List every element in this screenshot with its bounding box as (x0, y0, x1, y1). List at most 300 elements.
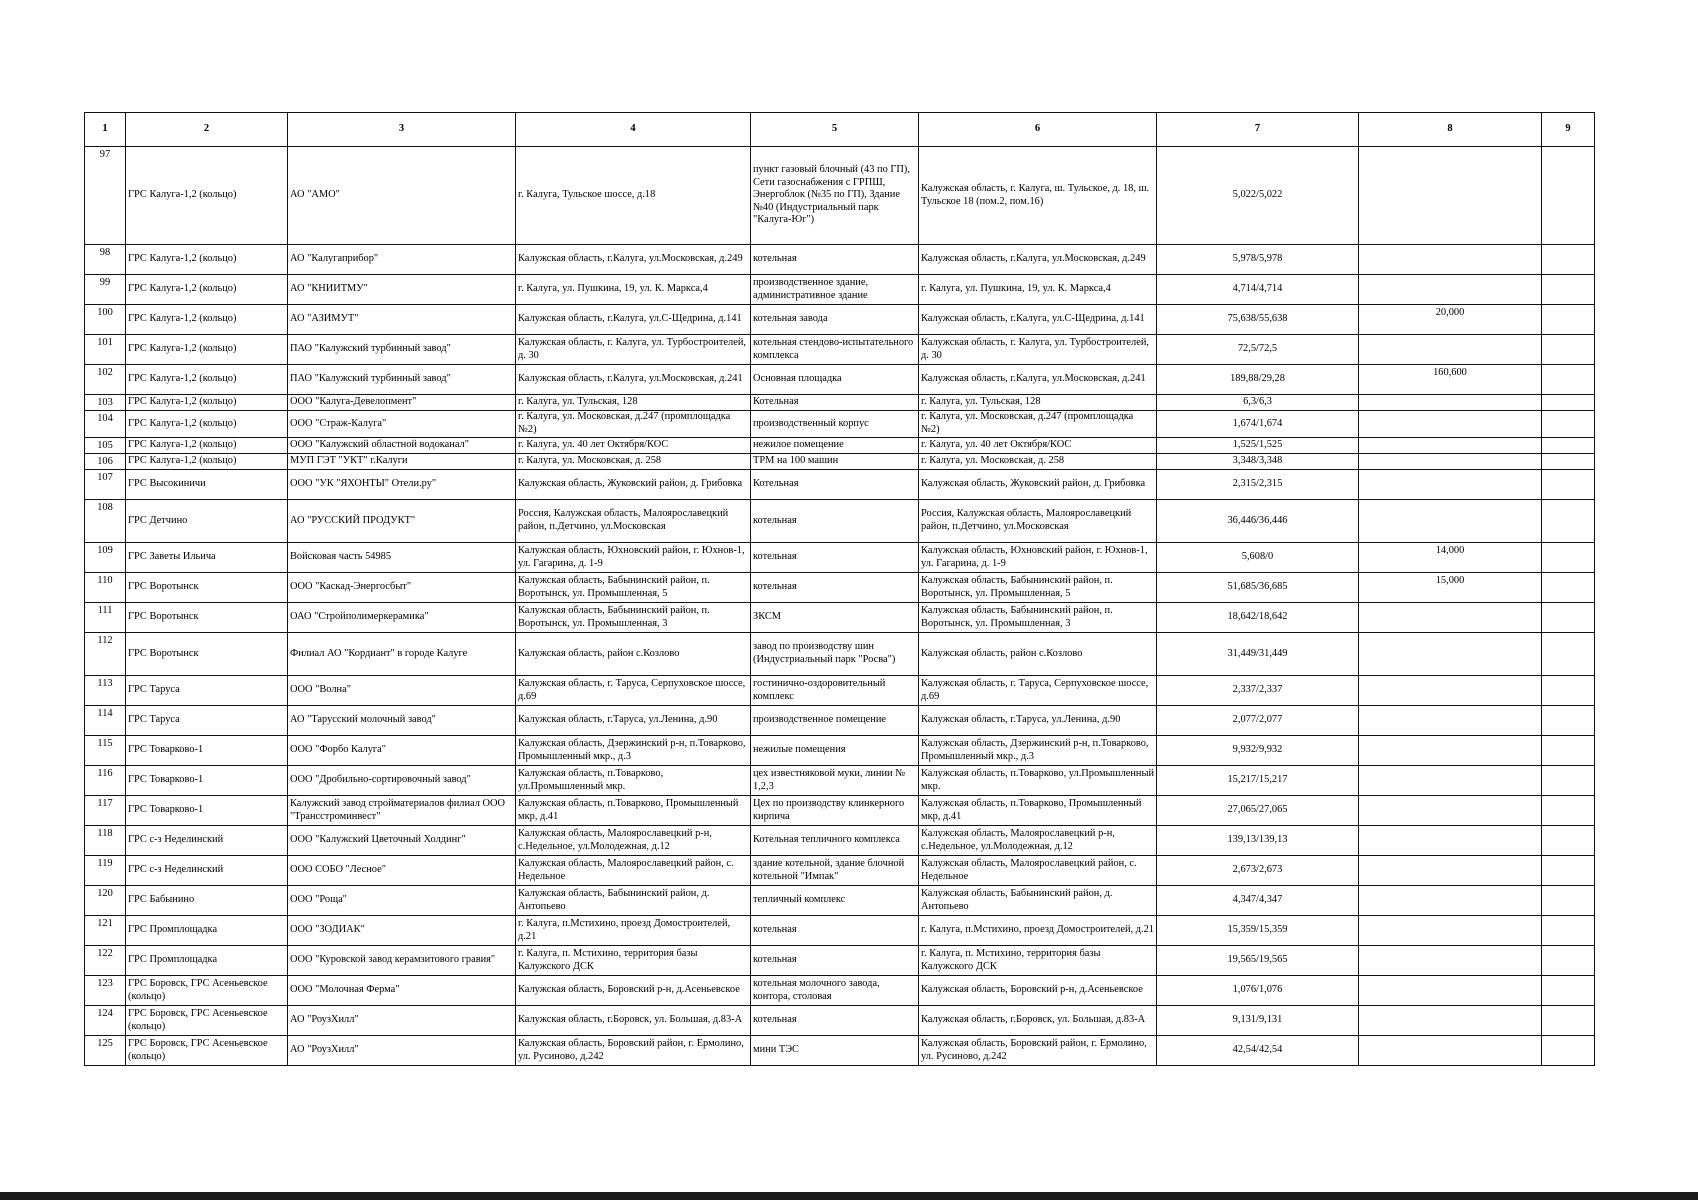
organization-address: г. Калуга, п.Мстихино, проезд Домостроителей, д.21 (516, 916, 751, 946)
column-9-value (1542, 500, 1595, 543)
facility-address: г. Калуга, п.Мстихино, проезд Домостроителей, д.21 (919, 916, 1157, 946)
row-number: 123 (85, 976, 126, 1006)
column-9-value (1542, 856, 1595, 886)
organization-name: Филиал АО "Кордиант" в городе Калуге (288, 633, 516, 676)
facility-address: г. Калуга, ул. Пушкина, 19, ул. К. Маркса,4 (919, 275, 1157, 305)
organization-name: МУП ГЭТ "УКТ" г.Калуги (288, 454, 516, 470)
header-row (85, 113, 1595, 147)
table-body (85, 113, 1595, 1066)
column-9-value (1542, 275, 1595, 305)
facility-address: Калужская область, Бабынинский район, п. Воротынск, ул. Промышленная, 3 (919, 603, 1157, 633)
facility-name: котельная (751, 245, 919, 275)
table-row (85, 573, 1595, 603)
column-9-value (1542, 470, 1595, 500)
volume-value: 6,3/6,3 (1157, 395, 1359, 411)
volume-value: 4,714/4,714 (1157, 275, 1359, 305)
volume-value: 27,065/27,065 (1157, 796, 1359, 826)
facility-name: завод по производству шин (Индустриальный парк "Росва") (751, 633, 919, 676)
additional-volume (1359, 856, 1542, 886)
table-row (85, 454, 1595, 470)
grs-name: ГРС Калуга-1,2 (кольцо) (126, 454, 288, 470)
column-9-value (1542, 706, 1595, 736)
column-9-value (1542, 886, 1595, 916)
table-row (85, 305, 1595, 335)
grs-name: ГРС Высокиничи (126, 470, 288, 500)
facility-name: котельная (751, 500, 919, 543)
table-row (85, 676, 1595, 706)
grs-name: ГРС Таруса (126, 706, 288, 736)
facility-address: Калужская область, п.Товарково, ул.Промышленный мкр. (919, 766, 1157, 796)
facility-name: здание котельной, здание блочной котельной "Импак" (751, 856, 919, 886)
organization-name: ООО "УК "ЯХОНТЫ" Отели.ру" (288, 470, 516, 500)
header-cell: 6 (919, 113, 1157, 147)
volume-value: 4,347/4,347 (1157, 886, 1359, 916)
organization-name: АО "РоузХилл" (288, 1036, 516, 1066)
column-9-value (1542, 736, 1595, 766)
organization-address: г. Калуга, п. Мстихино, территория базы Калужского ДСК (516, 946, 751, 976)
organization-name: АО "АМО" (288, 147, 516, 245)
grs-name: ГРС Товарково-1 (126, 796, 288, 826)
organization-address: Калужская область, г. Калуга, ул. Турбостроителей, д. 30 (516, 335, 751, 365)
facility-name: котельная (751, 946, 919, 976)
grs-name: ГРС Боровск, ГРС Асеньевское (кольцо) (126, 1036, 288, 1066)
organization-address: Калужская область, г.Таруса, ул.Ленина, д.90 (516, 706, 751, 736)
header-cell: 9 (1542, 113, 1595, 147)
facility-name: котельная (751, 916, 919, 946)
organization-address: Калужская область, район с.Козлово (516, 633, 751, 676)
row-number: 102 (85, 365, 126, 395)
organization-name: ПАО "Калужский турбинный завод" (288, 365, 516, 395)
grs-name: ГРС Товарково-1 (126, 766, 288, 796)
organization-address: г. Калуга, ул. Тульская, 128 (516, 395, 751, 411)
additional-volume: 15,000 (1359, 573, 1542, 603)
column-9-value (1542, 976, 1595, 1006)
organization-name: ООО "Страж-Калуга" (288, 411, 516, 438)
column-9-value (1542, 796, 1595, 826)
additional-volume (1359, 470, 1542, 500)
facility-name: Цех по производству клинкерного кирпича (751, 796, 919, 826)
column-9-value (1542, 603, 1595, 633)
facility-address: Калужская область, г.Калуга, ул.С-Щедрина, д.141 (919, 305, 1157, 335)
organization-address: Калужская область, Боровский район, г. Ермолино, ул. Русиново, д.242 (516, 1036, 751, 1066)
table-row (85, 1006, 1595, 1036)
row-number: 113 (85, 676, 126, 706)
row-number: 98 (85, 245, 126, 275)
volume-value: 9,131/9,131 (1157, 1006, 1359, 1036)
table-row (85, 1036, 1595, 1066)
row-number: 104 (85, 411, 126, 438)
additional-volume (1359, 886, 1542, 916)
row-number: 118 (85, 826, 126, 856)
table-row (85, 335, 1595, 365)
organization-name: ООО "Куровской завод керамзитового гравия" (288, 946, 516, 976)
additional-volume (1359, 916, 1542, 946)
organization-address: г. Калуга, Тульское шоссе, д.18 (516, 147, 751, 245)
facility-address: Калужская область, Бабынинский район, п. Воротынск, ул. Промышленная, 5 (919, 573, 1157, 603)
grs-name: ГРС Товарково-1 (126, 736, 288, 766)
organization-address: Калужская область, г. Таруса, Серпуховское шоссе, д.69 (516, 676, 751, 706)
additional-volume (1359, 438, 1542, 454)
facility-address: Калужская область, п.Товарково, Промышленный мкр, д.41 (919, 796, 1157, 826)
table-row (85, 543, 1595, 573)
facility-address: Калужская область, Бабынинский район, д. Антопьево (919, 886, 1157, 916)
facility-name: ЗКСМ (751, 603, 919, 633)
facility-address: г. Калуга, ул. Московская, д.247 (промплощадка №2) (919, 411, 1157, 438)
facility-address: Калужская область, г. Таруса, Серпуховское шоссе, д.69 (919, 676, 1157, 706)
facility-address: Калужская область, г.Калуга, ул.Московская, д.241 (919, 365, 1157, 395)
grs-name: ГРС Детчино (126, 500, 288, 543)
grs-name: ГРС с-з Неделинский (126, 856, 288, 886)
additional-volume (1359, 826, 1542, 856)
table-row (85, 736, 1595, 766)
facility-name: пункт газовый блочный (43 по ГП), Сети газоснабжения с ГРПШ, Энергоблок (№35 по ГП), Здание №40 (Индустриальный парк "Калуга-Юг") (751, 147, 919, 245)
row-number: 125 (85, 1036, 126, 1066)
column-9-value (1542, 766, 1595, 796)
facility-address: Калужская область, Дзержинский р-н, п.Товарково, Промышленный мкр., д.3 (919, 736, 1157, 766)
volume-value: 1,674/1,674 (1157, 411, 1359, 438)
facility-name: производственное здание, административное здание (751, 275, 919, 305)
organization-name: ООО "Форбо Калуга" (288, 736, 516, 766)
row-number: 107 (85, 470, 126, 500)
additional-volume (1359, 976, 1542, 1006)
volume-value: 189,88/29,28 (1157, 365, 1359, 395)
organization-name: АО "Тарусский молочный завод" (288, 706, 516, 736)
volume-value: 1,076/1,076 (1157, 976, 1359, 1006)
facility-address: Калужская область, г. Калуга, ш. Тульское, д. 18, ш. Тульское 18 (пом.2, пом.16) (919, 147, 1157, 245)
facility-name: производственный корпус (751, 411, 919, 438)
volume-value: 31,449/31,449 (1157, 633, 1359, 676)
facility-name: ТРМ на 100 машин (751, 454, 919, 470)
table-row (85, 826, 1595, 856)
additional-volume (1359, 676, 1542, 706)
table-row (85, 438, 1595, 454)
grs-name: ГРС Калуга-1,2 (кольцо) (126, 438, 288, 454)
organization-name: ООО СОБО "Лесное" (288, 856, 516, 886)
table-row (85, 395, 1595, 411)
facility-address: Калужская область, Жуковский район, д. Грибовка (919, 470, 1157, 500)
table-row (85, 500, 1595, 543)
grs-name: ГРС Калуга-1,2 (кольцо) (126, 275, 288, 305)
column-9-value (1542, 305, 1595, 335)
column-9-value (1542, 573, 1595, 603)
table-row (85, 470, 1595, 500)
header-cell: 3 (288, 113, 516, 147)
grs-name: ГРС Таруса (126, 676, 288, 706)
scan-edge-bar (0, 1192, 1698, 1200)
volume-value: 1,525/1,525 (1157, 438, 1359, 454)
grs-name: ГРС Воротынск (126, 603, 288, 633)
additional-volume (1359, 147, 1542, 245)
table-row (85, 856, 1595, 886)
facility-name: тепличный комплекс (751, 886, 919, 916)
facility-name: производственное помещение (751, 706, 919, 736)
organization-address: г. Калуга, ул. Московская, д.247 (промплощадка №2) (516, 411, 751, 438)
facility-name: цех известняковой муки, линии № 1,2,3 (751, 766, 919, 796)
table-row (85, 147, 1595, 245)
row-number: 112 (85, 633, 126, 676)
row-number: 101 (85, 335, 126, 365)
table-row (85, 603, 1595, 633)
volume-value: 5,978/5,978 (1157, 245, 1359, 275)
additional-volume (1359, 1036, 1542, 1066)
column-9-value (1542, 335, 1595, 365)
grs-name: ГРС Боровск, ГРС Асеньевское (кольцо) (126, 976, 288, 1006)
column-9-value (1542, 147, 1595, 245)
organization-name: АО "РоузХилл" (288, 1006, 516, 1036)
organization-address: Калужская область, г.Калуга, ул.Московская, д.241 (516, 365, 751, 395)
row-number: 108 (85, 500, 126, 543)
organization-name: ООО "Калужский Цветочный Холдинг" (288, 826, 516, 856)
grs-name: ГРС Воротынск (126, 573, 288, 603)
facility-address: Калужская область, Малоярославецкий р-н, с.Недельное, ул.Молодежная, д.12 (919, 826, 1157, 856)
facility-name: нежилые помещения (751, 736, 919, 766)
grs-name: ГРС Калуга-1,2 (кольцо) (126, 411, 288, 438)
grs-name: ГРС Калуга-1,2 (кольцо) (126, 305, 288, 335)
grs-name: ГРС Промплощадка (126, 946, 288, 976)
row-number: 121 (85, 916, 126, 946)
table-row (85, 766, 1595, 796)
facility-address: г. Калуга, ул. Московская, д. 258 (919, 454, 1157, 470)
table-row (85, 916, 1595, 946)
table-row (85, 706, 1595, 736)
facility-name: котельная молочного завода, контора, столовая (751, 976, 919, 1006)
organization-name: ОАО "Стройполимеркерамика" (288, 603, 516, 633)
volume-value: 3,348/3,348 (1157, 454, 1359, 470)
additional-volume (1359, 335, 1542, 365)
grs-name: ГРС Калуга-1,2 (кольцо) (126, 147, 288, 245)
facility-name: Котельная тепличного комплекса (751, 826, 919, 856)
organization-address: Калужская область, Боровский р-н, д.Асеньевское (516, 976, 751, 1006)
facility-address: Калужская область, г.Боровск, ул. Большая, д.83-А (919, 1006, 1157, 1036)
column-9-value (1542, 395, 1595, 411)
facility-address: г. Калуга, ул. 40 лет Октября/КОС (919, 438, 1157, 454)
column-9-value (1542, 454, 1595, 470)
additional-volume (1359, 245, 1542, 275)
document-page (84, 112, 1594, 1066)
column-9-value (1542, 1006, 1595, 1036)
volume-value: 72,5/72,5 (1157, 335, 1359, 365)
header-cell: 4 (516, 113, 751, 147)
organization-address: Калужская область, Малоярославецкий р-н, с.Недельное, ул.Молодежная, д.12 (516, 826, 751, 856)
table-row (85, 796, 1595, 826)
organization-name: ООО "Калуга-Девелопмент" (288, 395, 516, 411)
organization-address: Калужская область, г.Боровск, ул. Большая, д.83-А (516, 1006, 751, 1036)
facility-name: Основная площадка (751, 365, 919, 395)
header-cell: 1 (85, 113, 126, 147)
organization-name: ООО "Волна" (288, 676, 516, 706)
organization-name: ООО "Молочная Ферма" (288, 976, 516, 1006)
additional-volume (1359, 736, 1542, 766)
row-number: 106 (85, 454, 126, 470)
additional-volume (1359, 946, 1542, 976)
column-9-value (1542, 365, 1595, 395)
column-9-value (1542, 438, 1595, 454)
additional-volume: 160,600 (1359, 365, 1542, 395)
additional-volume (1359, 766, 1542, 796)
organization-address: г. Калуга, ул. 40 лет Октября/КОС (516, 438, 751, 454)
facility-name: нежилое помещение (751, 438, 919, 454)
grs-name: ГРС Калуга-1,2 (кольцо) (126, 335, 288, 365)
table-row (85, 275, 1595, 305)
facility-address: Калужская область, Боровский район, г. Ермолино, ул. Русиново, д.242 (919, 1036, 1157, 1066)
row-number: 109 (85, 543, 126, 573)
volume-value: 51,685/36,685 (1157, 573, 1359, 603)
additional-volume (1359, 1006, 1542, 1036)
volume-value: 2,337/2,337 (1157, 676, 1359, 706)
organization-name: АО "Калугаприбор" (288, 245, 516, 275)
header-cell: 2 (126, 113, 288, 147)
facility-name: котельная (751, 543, 919, 573)
table-row (85, 976, 1595, 1006)
table-row (85, 886, 1595, 916)
facility-name: котельная (751, 1006, 919, 1036)
additional-volume (1359, 796, 1542, 826)
facility-name: мини ТЭС (751, 1036, 919, 1066)
table-row (85, 365, 1595, 395)
facility-name: котельная завода (751, 305, 919, 335)
organization-address: Калужская область, п.Товарково, Промышленный мкр, д.41 (516, 796, 751, 826)
facility-name: котельная стендово-испытательного комплекса (751, 335, 919, 365)
additional-volume (1359, 603, 1542, 633)
additional-volume (1359, 500, 1542, 543)
row-number: 117 (85, 796, 126, 826)
column-9-value (1542, 633, 1595, 676)
organization-address: Калужская область, Юхновский район, г. Юхнов-1, ул. Гагарина, д. 1-9 (516, 543, 751, 573)
grs-name: ГРС Калуга-1,2 (кольцо) (126, 395, 288, 411)
volume-value: 15,217/15,217 (1157, 766, 1359, 796)
facility-address: Калужская область, г.Калуга, ул.Московская, д.249 (919, 245, 1157, 275)
grs-name: ГРС Боровск, ГРС Асеньевское (кольцо) (126, 1006, 288, 1036)
column-9-value (1542, 916, 1595, 946)
volume-value: 2,077/2,077 (1157, 706, 1359, 736)
volume-value: 75,638/55,638 (1157, 305, 1359, 335)
row-number: 122 (85, 946, 126, 976)
additional-volume (1359, 454, 1542, 470)
table-row (85, 245, 1595, 275)
grs-name: ГРС Калуга-1,2 (кольцо) (126, 365, 288, 395)
organization-address: Калужская область, п.Товарково, ул.Промышленный мкр. (516, 766, 751, 796)
facility-address: Калужская область, г.Таруса, ул.Ленина, д.90 (919, 706, 1157, 736)
organization-name: АО "РУССКИЙ ПРОДУКТ" (288, 500, 516, 543)
column-9-value (1542, 946, 1595, 976)
organization-address: Калужская область, г.Калуга, ул.С-Щедрина, д.141 (516, 305, 751, 335)
organization-address: Калужская область, Жуковский район, д. Грибовка (516, 470, 751, 500)
row-number: 110 (85, 573, 126, 603)
row-number: 105 (85, 438, 126, 454)
row-number: 97 (85, 147, 126, 245)
grs-name: ГРС Бабынино (126, 886, 288, 916)
column-9-value (1542, 411, 1595, 438)
organization-name: ООО "Дробильно-сортировочный завод" (288, 766, 516, 796)
additional-volume: 14,000 (1359, 543, 1542, 573)
column-9-value (1542, 826, 1595, 856)
additional-volume (1359, 706, 1542, 736)
additional-volume (1359, 275, 1542, 305)
row-number: 100 (85, 305, 126, 335)
facility-address: Калужская область, г. Калуга, ул. Турбостроителей, д. 30 (919, 335, 1157, 365)
additional-volume (1359, 395, 1542, 411)
volume-value: 139,13/139,13 (1157, 826, 1359, 856)
volume-value: 5,022/5,022 (1157, 147, 1359, 245)
organization-address: Калужская область, Бабынинский район, п. Воротынск, ул. Промышленная, 3 (516, 603, 751, 633)
gas-consumers-table (84, 112, 1595, 1066)
volume-value: 9,932/9,932 (1157, 736, 1359, 766)
organization-name: ООО "Калужский областной водоканал" (288, 438, 516, 454)
organization-name: ПАО "Калужский турбинный завод" (288, 335, 516, 365)
volume-value: 2,315/2,315 (1157, 470, 1359, 500)
column-9-value (1542, 676, 1595, 706)
facility-name: Котельная (751, 470, 919, 500)
grs-name: ГРС Калуга-1,2 (кольцо) (126, 245, 288, 275)
additional-volume (1359, 411, 1542, 438)
header-cell: 5 (751, 113, 919, 147)
row-number: 116 (85, 766, 126, 796)
organization-address: Калужская область, Малоярославецкий район, с. Недельное (516, 856, 751, 886)
volume-value: 15,359/15,359 (1157, 916, 1359, 946)
volume-value: 2,673/2,673 (1157, 856, 1359, 886)
grs-name: ГРС Промплощадка (126, 916, 288, 946)
organization-address: Калужская область, г.Калуга, ул.Московская, д.249 (516, 245, 751, 275)
organization-address: г. Калуга, ул. Пушкина, 19, ул. К. Маркса,4 (516, 275, 751, 305)
organization-address: г. Калуга, ул. Московская, д. 258 (516, 454, 751, 470)
row-number: 103 (85, 395, 126, 411)
row-number: 120 (85, 886, 126, 916)
facility-address: Калужская область, Юхновский район, г. Юхнов-1, ул. Гагарина, д. 1-9 (919, 543, 1157, 573)
organization-address: Калужская область, Дзержинский р-н, п.Товарково, Промышленный мкр., д.3 (516, 736, 751, 766)
header-cell: 8 (1359, 113, 1542, 147)
table-row (85, 411, 1595, 438)
row-number: 119 (85, 856, 126, 886)
row-number: 99 (85, 275, 126, 305)
facility-address: г. Калуга, п. Мстихино, территория базы Калужского ДСК (919, 946, 1157, 976)
volume-value: 18,642/18,642 (1157, 603, 1359, 633)
facility-address: Россия, Калужская область, Малоярославецкий район, п.Детчино, ул.Московская (919, 500, 1157, 543)
column-9-value (1542, 543, 1595, 573)
facility-name: Котельная (751, 395, 919, 411)
organization-address: Россия, Калужская область, Малоярославецкий район, п.Детчино, ул.Московская (516, 500, 751, 543)
facility-name: котельная (751, 573, 919, 603)
organization-name: ООО "Роща" (288, 886, 516, 916)
header-cell: 7 (1157, 113, 1359, 147)
facility-address: Калужская область, Малоярославецкий район, с. Недельное (919, 856, 1157, 886)
column-9-value (1542, 245, 1595, 275)
organization-name: Калужский завод стройматериалов филиал ООО "Трансстроминвест" (288, 796, 516, 826)
organization-name: АО "АЗИМУТ" (288, 305, 516, 335)
additional-volume (1359, 633, 1542, 676)
grs-name: ГРС Заветы Ильича (126, 543, 288, 573)
additional-volume: 20,000 (1359, 305, 1542, 335)
row-number: 114 (85, 706, 126, 736)
organization-address: Калужская область, Бабынинский район, д. Антопьево (516, 886, 751, 916)
facility-address: Калужская область, Боровский р-н, д.Асеньевское (919, 976, 1157, 1006)
table-row (85, 946, 1595, 976)
table-row (85, 633, 1595, 676)
organization-address: Калужская область, Бабынинский район, п. Воротынск, ул. Промышленная, 5 (516, 573, 751, 603)
facility-address: Калужская область, район с.Козлово (919, 633, 1157, 676)
grs-name: ГРС с-з Неделинский (126, 826, 288, 856)
volume-value: 5,608/0 (1157, 543, 1359, 573)
column-9-value (1542, 1036, 1595, 1066)
row-number: 115 (85, 736, 126, 766)
volume-value: 42,54/42,54 (1157, 1036, 1359, 1066)
volume-value: 19,565/19,565 (1157, 946, 1359, 976)
organization-name: ООО "ЗОДИАК" (288, 916, 516, 946)
organization-name: Войсковая часть 54985 (288, 543, 516, 573)
grs-name: ГРС Воротынск (126, 633, 288, 676)
organization-name: АО "КНИИТМУ" (288, 275, 516, 305)
facility-address: г. Калуга, ул. Тульская, 128 (919, 395, 1157, 411)
organization-name: ООО "Каскад-Энергосбыт" (288, 573, 516, 603)
